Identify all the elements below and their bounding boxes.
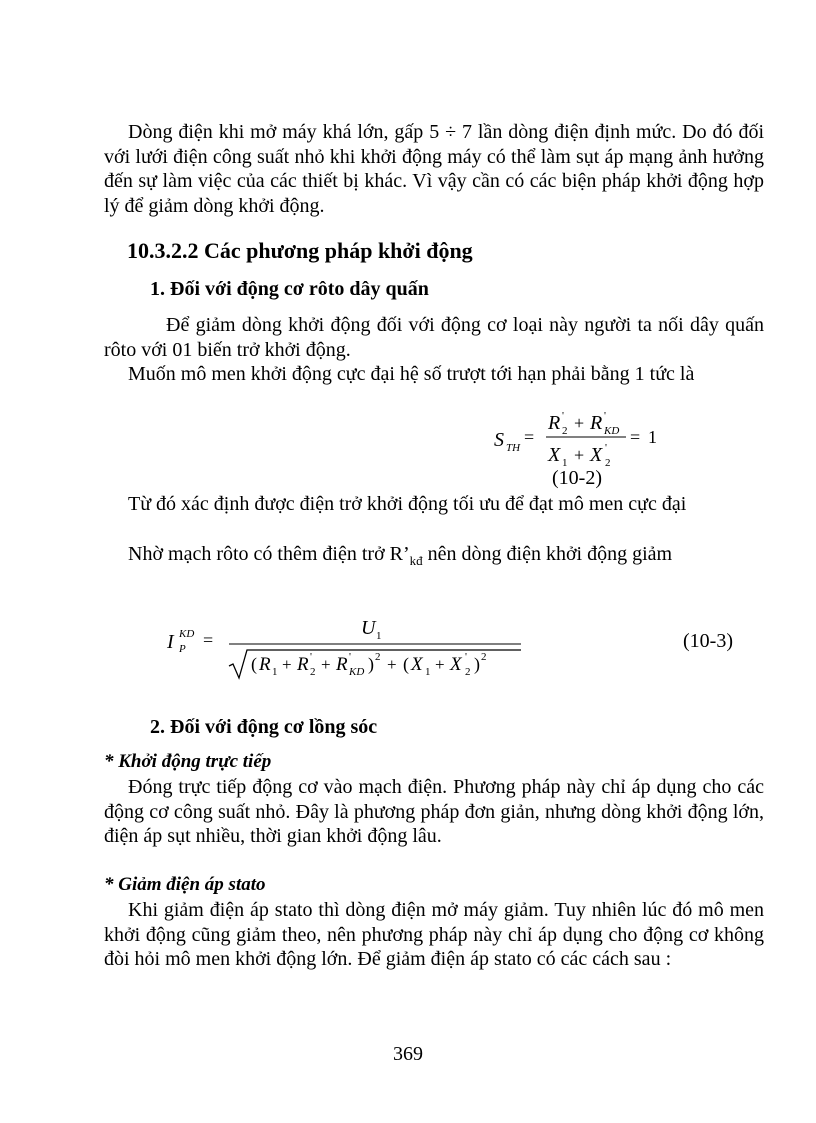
svg-text:': ' [605,442,607,454]
svg-text:': ' [562,410,564,422]
equation-label-10-2: (10-2) [552,467,602,489]
svg-text:=: = [524,427,535,447]
svg-text:S: S [494,429,504,451]
direct-start-heading: * Khởi động trực tiếp [104,751,272,772]
subsection-heading-squirrel-cage: 2. Đối với động cơ lồng sóc [150,716,378,738]
svg-text:+: + [321,655,331,674]
svg-text:I: I [167,631,174,653]
svg-text:2: 2 [465,666,471,678]
svg-text:): ) [474,654,480,674]
svg-text:': ' [310,651,312,663]
svg-text:X: X [590,444,603,466]
svg-text:1: 1 [648,427,657,447]
svg-text:2: 2 [481,651,487,663]
svg-text:R: R [336,654,348,675]
slip-equation [490,405,690,471]
svg-text:=: = [630,427,641,447]
wound-rotor-paragraph: Để giảm dòng khởi động đối với động cơ loại này người ta nối dây quấn rôto với 01 biến trở khởi động. [104,314,764,361]
rotor-resistance-paragraph [104,542,764,574]
page-number: 369 [393,1043,423,1065]
svg-text:=: = [203,630,214,650]
svg-text:2: 2 [310,666,316,678]
section-heading: 10.3.2.2 Các phương pháp khởi động [127,238,473,263]
svg-text:X: X [411,654,423,675]
reduce-voltage-heading: * Giảm điện áp stato [104,874,266,895]
svg-text:R: R [590,412,603,434]
svg-text:): ) [368,654,374,674]
svg-text:': ' [349,651,351,663]
svg-text:+: + [574,445,585,465]
svg-text:P: P [179,643,186,655]
svg-text:1: 1 [562,457,568,469]
svg-text:KD: KD [179,628,195,640]
svg-text:': ' [465,651,467,663]
svg-text:1: 1 [376,630,382,642]
subsection-heading-wound-rotor: 1. Đối với động cơ rôto dây quấn [150,278,429,300]
svg-text:KD: KD [349,666,365,678]
svg-text:+: + [435,655,445,674]
svg-text:(: ( [403,654,409,674]
svg-text:1: 1 [272,666,278,678]
reduce-voltage-paragraph: Khi giảm điện áp stato thì dòng điện mở máy giảm. Tuy nhiên lúc đó mô men khởi động cũng giảm theo, nên phương pháp này chỉ áp dụng cho động cơ không đòi hỏi mô men khởi động lớn. Để giảm điện áp stato có các cách sau : [104,899,764,970]
svg-text:R: R [297,654,309,675]
svg-text:2: 2 [375,651,381,663]
rotor-resistance-text-end: nên dòng điện khởi động giảm [422,543,673,565]
svg-text:TH: TH [506,442,521,454]
svg-text:U: U [361,617,376,639]
svg-text:KD: KD [604,425,620,437]
svg-text:+: + [574,413,585,433]
svg-text:2: 2 [562,425,568,437]
svg-text:1: 1 [425,666,431,678]
svg-text:R: R [259,654,271,675]
svg-text:X: X [450,654,462,675]
direct-start-paragraph: Đóng trực tiếp động cơ vào mạch điện. Phương pháp này chỉ áp dụng cho các động cơ công suất nhỏ. Đây là phương pháp đơn giản, nhưng dòng khởi động lớn, điện áp sụt nhiều, thời gian khởi động lâu. [104,776,764,847]
equation-label-10-3: (10-3) [683,630,733,652]
svg-text:': ' [604,410,606,422]
optimal-resistance-paragraph: Từ đó xác định được điện trở khởi động tối ưu để đạt mô men cực đại [128,493,687,515]
svg-text:(: ( [251,654,257,674]
slip-condition-paragraph: Muốn mô men khởi động cực đại hệ số trượt tới hạn phải bằng 1 tức là [128,363,695,385]
rotor-resistance-text: Nhờ mạch rôto có thêm điện trở R’ [128,543,410,565]
intro-paragraph: Dòng điện khi mở máy khá lớn, gấp 5 ÷ 7 lần dòng điện định mức. Do đó đối với lưới điện công suất nhỏ khi khởi động máy có thể làm sụt áp mạng ảnh hưởng đến sự làm việc của các thiết bị khác. Vì vậy cần có các biện pháp khởi động hợp lý để giảm dòng khởi động. [104,121,764,217]
rotor-resistance-subscript: kđ [409,553,423,568]
svg-text:R: R [548,412,561,434]
starting-current-equation [165,612,535,684]
svg-text:2: 2 [605,457,611,469]
svg-text:+: + [282,655,292,674]
svg-text:+: + [387,655,397,674]
svg-text:X: X [548,444,561,466]
